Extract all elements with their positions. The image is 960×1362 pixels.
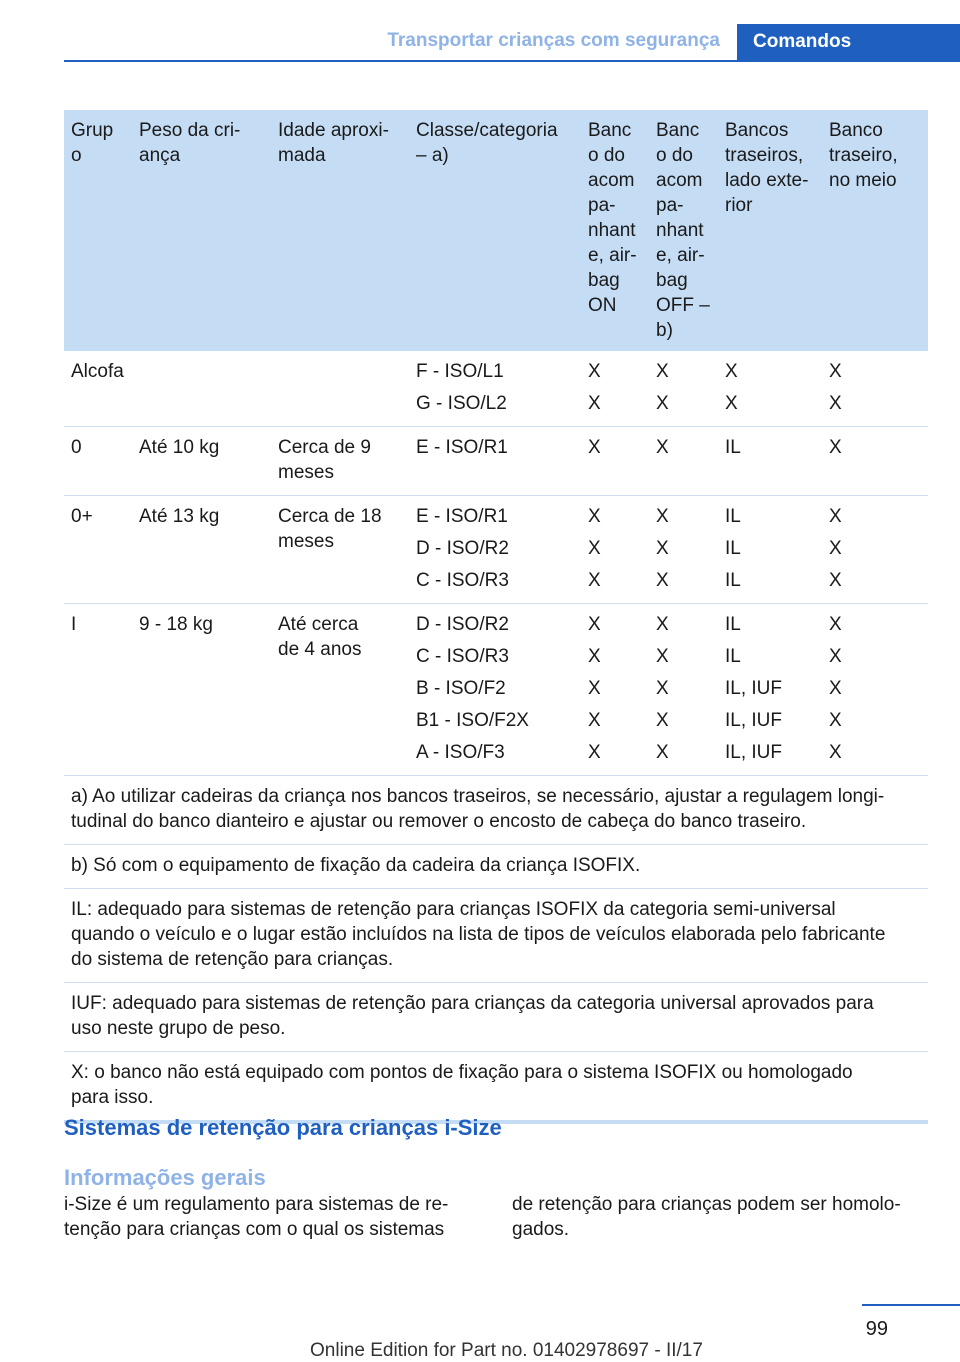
cell-line: IL xyxy=(725,614,741,635)
cell-line: X xyxy=(829,710,842,731)
column-header: Banc o do acom pa- nhant e, air- bag OFF – b) xyxy=(649,110,718,351)
group-cell: I xyxy=(64,604,132,776)
cell-line: IL xyxy=(725,437,741,458)
cell-line: X xyxy=(829,437,842,458)
cell-line: X xyxy=(656,506,669,527)
cell-line: X xyxy=(656,646,669,667)
cell-line: X xyxy=(829,361,842,382)
group-cell: 0+ xyxy=(64,496,132,604)
isofix-table xyxy=(64,110,928,1124)
footnote-text: b) Só com o equipamento de fixação da cadeira da criança ISOFIX. xyxy=(64,845,928,889)
footnote-text: IL: adequado para sistemas de retenção para crianças ISOFIX da categoria semi-universal quando o veículo e o lugar estão incluídos na lista de tipos de veículos elaborada pelo fabricante do sistema de retenção para crianças. xyxy=(64,889,928,983)
cell-line: X xyxy=(588,538,601,559)
rear-outer-cell xyxy=(718,427,822,496)
cell-line: IL xyxy=(725,538,741,559)
cell-line: IL xyxy=(725,570,741,591)
cell-line: X xyxy=(829,678,842,699)
cell-line: IL xyxy=(725,646,741,667)
footer-rule xyxy=(862,1304,960,1306)
cell-line: E - ISO/R1 xyxy=(416,437,508,458)
airbag-off-cell xyxy=(649,604,718,776)
airbag-off-cell xyxy=(649,496,718,604)
cell-line: X xyxy=(588,570,601,591)
age-cell: Cerca de 9 meses xyxy=(271,427,409,496)
section-title: Sistemas de retenção para crianças i-Size xyxy=(64,1115,502,1140)
cell-line: X xyxy=(656,538,669,559)
table-header-row xyxy=(64,110,928,351)
cell-line: X xyxy=(656,393,669,414)
airbag-on-cell xyxy=(581,604,649,776)
column-header: Idade aproxi- mada xyxy=(271,110,409,351)
cell-line: X xyxy=(829,570,842,591)
cell-line: X xyxy=(588,361,601,382)
header-chapter-tab: Comandos xyxy=(737,24,960,62)
rear-middle-cell xyxy=(822,604,928,776)
column-header: Peso da cri- ança xyxy=(132,110,271,351)
page-header xyxy=(64,24,960,62)
cell-line: C - ISO/R3 xyxy=(416,646,509,667)
column-header: Classe/categoria – a) xyxy=(409,110,581,351)
airbag-on-cell xyxy=(581,351,649,427)
edition-note: Online Edition for Part no. 01402978697 - II/17 xyxy=(310,1340,703,1361)
cell-line: X xyxy=(656,678,669,699)
cell-line: F - ISO/L1 xyxy=(416,361,504,382)
footnote-text: X: o banco não está equipado com pontos de fixação para o sistema ISOFIX ou homologado para isso. xyxy=(64,1052,928,1123)
cell-line: X xyxy=(588,742,601,763)
airbag-off-cell xyxy=(649,351,718,427)
rear-middle-cell xyxy=(822,351,928,427)
cell-line: X xyxy=(656,614,669,635)
footnote-row xyxy=(64,983,928,1052)
cell-line: B1 - ISO/F2X xyxy=(416,710,529,731)
cell-line: X xyxy=(588,646,601,667)
cell-line: E - ISO/R1 xyxy=(416,506,508,527)
column-header: Bancos traseiros, lado exte- rior xyxy=(718,110,822,351)
cell-line: X xyxy=(656,361,669,382)
footnote-row xyxy=(64,776,928,845)
cell-line: B - ISO/F2 xyxy=(416,678,506,699)
age-cell: Até cerca de 4 anos xyxy=(271,604,409,776)
cell-line: X xyxy=(588,393,601,414)
cell-line: IL, IUF xyxy=(725,710,783,731)
header-section-title: Transportar crianças com segurança xyxy=(387,30,720,51)
cell-line: X xyxy=(725,361,738,382)
page-number: 99 xyxy=(865,1318,888,1340)
cell-line: X xyxy=(656,710,669,731)
cell-line: X xyxy=(829,646,842,667)
cell-line: X xyxy=(725,393,738,414)
footnote-text: IUF: adequado para sistemas de retenção para crianças da categoria universal aprovados para uso neste grupo de peso. xyxy=(64,983,928,1052)
table-row xyxy=(64,604,928,776)
cell-line: X xyxy=(656,570,669,591)
header-rule xyxy=(64,60,960,62)
cell-line: X xyxy=(829,506,842,527)
group-cell: 0 xyxy=(64,427,132,496)
group-cell: Alcofa xyxy=(64,351,132,427)
body-text-right: de retenção para crianças podem ser homolo- gados. xyxy=(512,1194,901,1240)
rear-middle-cell xyxy=(822,496,928,604)
airbag-off-cell xyxy=(649,427,718,496)
footnote-row xyxy=(64,889,928,983)
age-cell: Cerca de 18 meses xyxy=(271,496,409,604)
cell-line: D - ISO/R2 xyxy=(416,538,509,559)
column-header: Grup o xyxy=(64,110,132,351)
cell-line: X xyxy=(829,742,842,763)
class-cell xyxy=(409,496,581,604)
footnote-row xyxy=(64,1052,928,1123)
cell-line: X xyxy=(588,678,601,699)
weight-cell: 9 - 18 kg xyxy=(132,604,271,776)
cell-line: IL, IUF xyxy=(725,678,783,699)
footnote-text: a) Ao utilizar cadeiras da criança nos bancos traseiros, se necessário, ajustar a regulagem longi- tudinal do banco dianteiro e ajustar ou remover o encosto de cabeça do banco traseiro. xyxy=(64,776,928,845)
cell-line: X xyxy=(588,614,601,635)
class-cell xyxy=(409,351,581,427)
cell-line: IL xyxy=(725,506,741,527)
cell-line: X xyxy=(656,742,669,763)
rear-outer-cell xyxy=(718,604,822,776)
cell-line: X xyxy=(588,506,601,527)
cell-line: X xyxy=(829,614,842,635)
table-row xyxy=(64,496,928,604)
cell-line: C - ISO/R3 xyxy=(416,570,509,591)
cell-line: X xyxy=(656,437,669,458)
cell-line: X xyxy=(829,538,842,559)
column-header: Banco traseiro, no meio xyxy=(822,110,928,351)
age-cell xyxy=(271,351,409,427)
weight-cell: Até 13 kg xyxy=(132,496,271,604)
cell-line: G - ISO/L2 xyxy=(416,393,507,414)
section-subtitle: Informações gerais xyxy=(64,1165,266,1190)
cell-line: X xyxy=(829,393,842,414)
table-row xyxy=(64,427,928,496)
table-body xyxy=(64,351,928,1122)
class-cell xyxy=(409,604,581,776)
column-header: Banc o do acom pa- nhant e, air- bag ON xyxy=(581,110,649,351)
airbag-on-cell xyxy=(581,427,649,496)
footnote-row xyxy=(64,845,928,889)
body-text-left: i-Size é um regulamento para sistemas de re- tenção para crianças com o qual os sistemas xyxy=(64,1194,449,1240)
rear-outer-cell xyxy=(718,351,822,427)
class-cell xyxy=(409,427,581,496)
cell-line: IL, IUF xyxy=(725,742,783,763)
cell-line: X xyxy=(588,710,601,731)
cell-line: D - ISO/R2 xyxy=(416,614,509,635)
table-row xyxy=(64,351,928,427)
airbag-on-cell xyxy=(581,496,649,604)
rear-outer-cell xyxy=(718,496,822,604)
cell-line: A - ISO/F3 xyxy=(416,742,505,763)
rear-middle-cell xyxy=(822,427,928,496)
weight-cell: Até 10 kg xyxy=(132,427,271,496)
cell-line: X xyxy=(588,437,601,458)
weight-cell xyxy=(132,351,271,427)
